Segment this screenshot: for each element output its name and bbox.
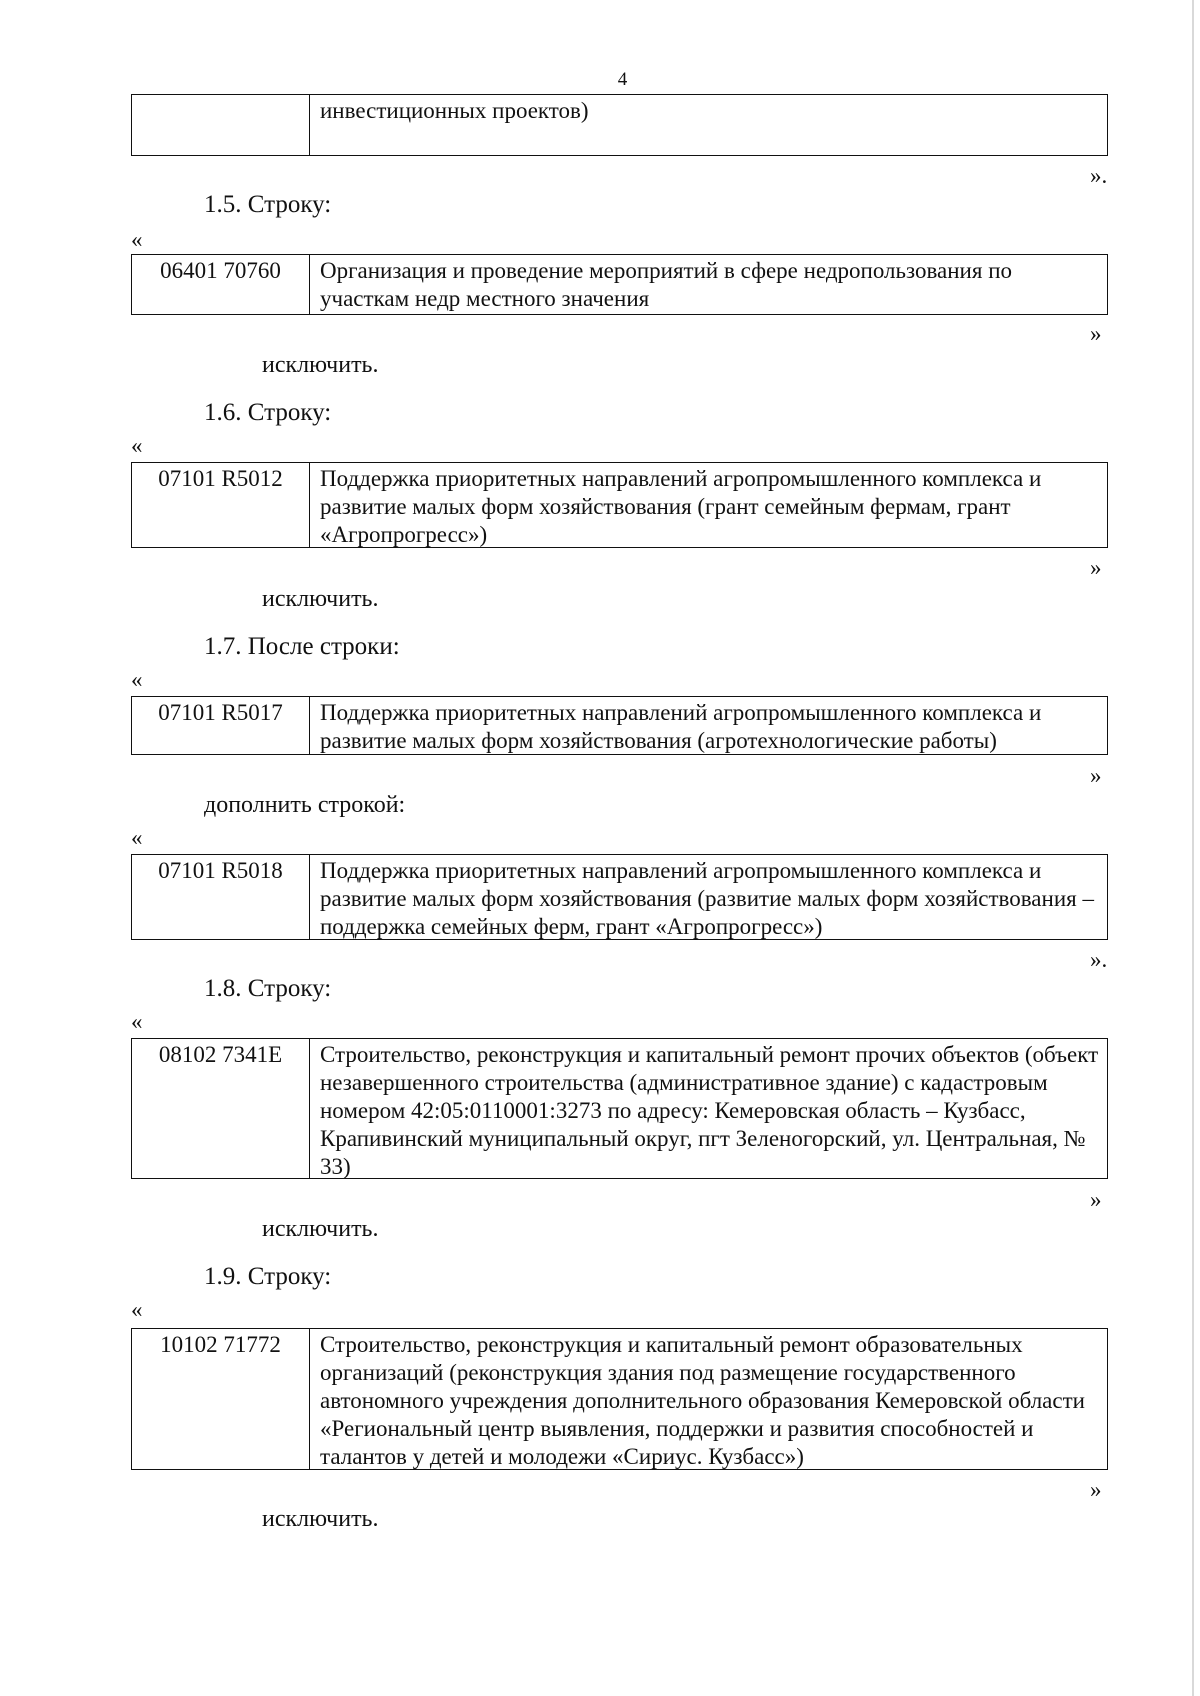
quote-open: « (131, 667, 143, 692)
table-row (131, 854, 1108, 940)
row-description: Поддержка приоритетных направлений агропромышленного комплекса и развитие малых форм хозяйствования (агротехнологические работы) (320, 700, 1042, 753)
budget-code: 07101 R5017 (132, 697, 310, 754)
quote-close: ». (1090, 163, 1108, 188)
amend-table (131, 254, 1108, 315)
quote-open: « (131, 825, 143, 850)
budget-code: 10102 71772 (132, 1329, 310, 1469)
amend-table (131, 462, 1108, 548)
quote-open: « (131, 1297, 143, 1322)
section-heading: 1.8. Строку: (204, 975, 332, 1002)
amend-action: исключить. (262, 1506, 379, 1532)
row-description: Строительство, реконструкция и капитальный ремонт образовательных организаций (реконструкция здания под размещение государственного автономного учреждения дополнительного образования Кемеровской области «Региональный центр выявления, поддержки и развития способностей и талантов у детей и молодежи «Сириус. Кузбасс») (320, 1332, 1085, 1469)
section-heading: 1.9. Строку: (204, 1263, 332, 1290)
amend-action: исключить. (262, 586, 379, 612)
table-row (131, 1038, 1108, 1179)
amend-table (131, 1328, 1108, 1470)
amend-action: исключить. (262, 352, 379, 378)
quote-open: « (131, 433, 143, 458)
row-description: Поддержка приоритетных направлений агропромышленного комплекса и развитие малых форм хозяйствования (развитие малых форм хозяйствования – поддержка семейных ферм, грант «Агропрогресс») (320, 858, 1094, 939)
table-row (131, 1328, 1108, 1470)
scan-edge (1192, 0, 1194, 1696)
section-heading: 1.6. Строку: (204, 399, 332, 426)
amend-table (131, 854, 1108, 940)
row-description: Строительство, реконструкция и капитальный ремонт прочих объектов (объект незавершенного строительства (административное здание) с кадастровым номером 42:05:0110001:3273 по адресу: Кемеровская область – Кузбасс, Крапивинский муниципальный округ, пгт Зеленогорский, ул. Центральная, № 33) (320, 1042, 1099, 1179)
row-description: Организация и проведение мероприятий в сфере недропользования по участкам недр местного значения (320, 258, 1012, 311)
budget-code: 08102 7341Е (132, 1039, 310, 1178)
amend-action: дополнить строкой: (204, 792, 406, 818)
budget-code: 06401 70760 (132, 255, 310, 314)
section-heading: 1.5. Строку: (204, 191, 332, 218)
quote-close: » (1090, 1477, 1102, 1502)
quote-close: » (1090, 321, 1102, 346)
amend-table (131, 1038, 1108, 1179)
quote-open: « (131, 1009, 143, 1034)
table-row (131, 94, 1108, 156)
top-table (131, 94, 1108, 156)
amend-table (131, 696, 1108, 755)
row-description: инвестиционных проектов) (320, 98, 589, 123)
budget-code (132, 95, 310, 155)
table-row (131, 696, 1108, 755)
quote-close: » (1090, 1187, 1102, 1212)
page-number: 4 (617, 69, 628, 90)
section-heading: 1.7. После строки: (204, 633, 400, 660)
amend-action: исключить. (262, 1216, 379, 1242)
table-row (131, 462, 1108, 548)
quote-close: ». (1090, 947, 1108, 972)
budget-code: 07101 R5018 (132, 855, 310, 939)
quote-close: » (1090, 763, 1102, 788)
table-row (131, 254, 1108, 315)
row-description: Поддержка приоритетных направлений агропромышленного комплекса и развитие малых форм хозяйствования (грант семейным фермам, грант «Агропрогресс») (320, 466, 1042, 547)
quote-close: » (1090, 555, 1102, 580)
quote-open: « (131, 227, 143, 252)
budget-code: 07101 R5012 (132, 463, 310, 547)
